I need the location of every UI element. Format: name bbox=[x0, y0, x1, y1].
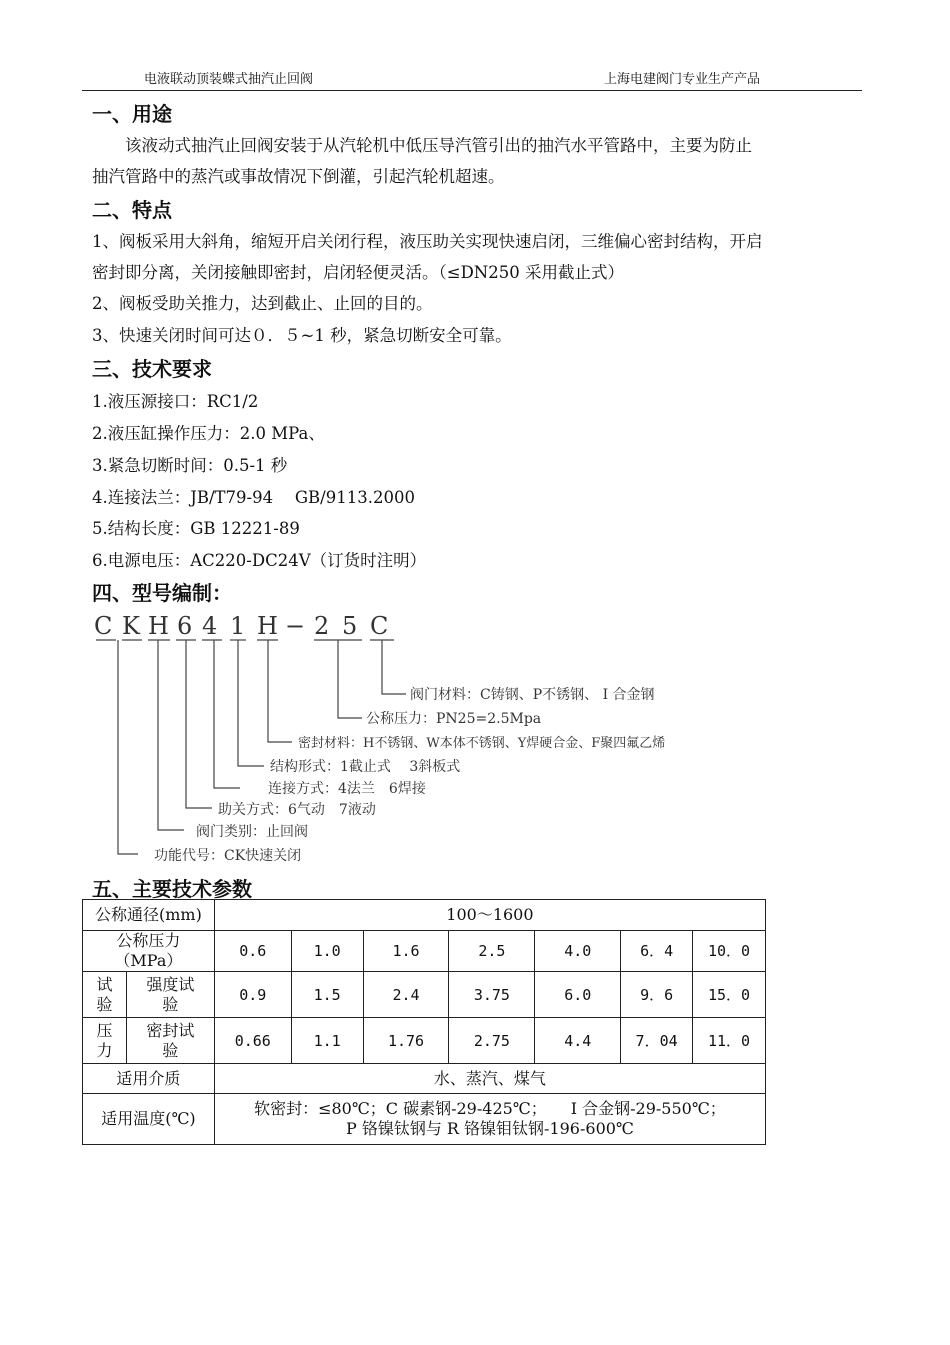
strength-value: 2.4 bbox=[363, 972, 449, 1018]
code-label-connection: 连接方式：4法兰 6焊接 bbox=[268, 781, 426, 797]
code-label-type: 阀门类别：止回阀 bbox=[196, 824, 308, 840]
medium-value: 水、蒸汽、煤气 bbox=[214, 1064, 765, 1094]
dn-value: 100～1600 bbox=[214, 900, 765, 931]
pn-value: 1.6 bbox=[363, 931, 449, 972]
usage-line-2: 抽汽管路中的蒸汽或事故情况下倒灌，引起汽轮机超速。 bbox=[92, 167, 505, 186]
requirement-line-2: 2.液压缸操作压力：2.0 MPa、 bbox=[92, 424, 325, 443]
pn-value: 2.5 bbox=[449, 931, 535, 972]
seal-test-label: 密封试 验 bbox=[126, 1018, 214, 1064]
pn-value: 0.6 bbox=[214, 931, 291, 972]
code-char-c: C bbox=[94, 612, 114, 640]
seal-value: 1.76 bbox=[363, 1018, 449, 1064]
pn-value: 1.0 bbox=[291, 931, 363, 972]
code-label-material: 阀门材料：C铸钢、P不锈钢、 I 合金钢 bbox=[410, 687, 655, 703]
requirement-line-5: 5.结构长度：GB 12221-89 bbox=[92, 519, 300, 538]
test-pressure-label-bottom: 压 力 bbox=[83, 1018, 127, 1064]
requirement-line-4: 4.连接法兰：JB/T79-94 GB/9113.2000 bbox=[92, 488, 415, 507]
strength-value: 9．6 bbox=[621, 972, 693, 1018]
seal-value: 7．04 bbox=[621, 1018, 693, 1064]
header-left-title: 电液联动顶装蝶式抽汽止回阀 bbox=[144, 72, 314, 87]
code-char-dash: − bbox=[285, 612, 307, 640]
page-header bbox=[82, 64, 862, 91]
strength-value: 1.5 bbox=[291, 972, 363, 1018]
code-char-k: K bbox=[122, 612, 141, 640]
seal-value: 4.4 bbox=[535, 1018, 621, 1064]
features-line-4: 3、快速关闭时间可达０．５~1 秒，紧急切断安全可靠。 bbox=[92, 326, 512, 345]
model-code-diagram bbox=[92, 608, 792, 870]
code-char-h: H bbox=[148, 612, 170, 640]
test-pressure-label-top: 试 验 bbox=[83, 972, 127, 1018]
features-line-2: 密封即分离，关闭接触即密封，启闭轻便灵活。（≤DN250 采用截止式） bbox=[92, 263, 624, 282]
seal-value: 1.1 bbox=[291, 1018, 363, 1064]
features-line-1: 1、阀板采用大斜角，缩短开启关闭行程，液压助关实现快速启闭，三维偏心密封结构，开启 bbox=[92, 232, 763, 251]
header-right-title: 上海电建阀门专业生产产品 bbox=[604, 72, 761, 87]
code-char-5: 5 bbox=[342, 612, 359, 640]
seal-value: 11．0 bbox=[693, 1018, 766, 1064]
requirement-line-1: 1.液压源接口：RC1/2 bbox=[92, 392, 259, 411]
code-char-2: 2 bbox=[314, 612, 331, 640]
temperature-value: 软密封：≤80℃；C 碳素钢-29-425℃； I 合金钢-29-550℃； P 铬镍钛钢与 R 铬镍钼钛钢-196-600℃ bbox=[214, 1094, 765, 1145]
features-line-3: 2、阀板受助关推力，达到截止、止回的目的。 bbox=[92, 294, 433, 313]
table-row bbox=[83, 1064, 766, 1094]
code-char-4: 4 bbox=[202, 612, 219, 640]
section-title-requirements: 三、技术要求 bbox=[92, 357, 212, 381]
code-char-1: 1 bbox=[230, 612, 247, 640]
code-char-c2: C bbox=[370, 612, 390, 640]
pn-value: 6．4 bbox=[621, 931, 693, 972]
usage-line-1: 该液动式抽汽止回阀安装于从汽轮机中低压导汽管引出的抽汽水平管路中，主要为防止 bbox=[92, 136, 752, 155]
pn-value: 4.0 bbox=[535, 931, 621, 972]
code-label-structure: 结构形式：1截止式 3斜板式 bbox=[270, 759, 461, 775]
code-label-seal: 密封材料：H不锈钢、W本体不锈钢、Y焊硬合金、F聚四氟乙烯 bbox=[298, 736, 666, 751]
strength-value: 15．0 bbox=[693, 972, 766, 1018]
section-title-model-code: 四、型号编制： bbox=[92, 581, 232, 605]
seal-value: 0.66 bbox=[214, 1018, 291, 1064]
pn-label: 公称压力 （MPa） bbox=[83, 931, 215, 972]
section-title-usage: 一、用途 bbox=[92, 102, 172, 126]
requirement-line-3: 3.紧急切断时间：0.5-1 秒 bbox=[92, 456, 288, 475]
seal-value: 2.75 bbox=[449, 1018, 535, 1064]
section-title-features: 二、特点 bbox=[92, 198, 172, 222]
table-row bbox=[83, 972, 766, 1018]
parameters-table bbox=[82, 899, 766, 1145]
dn-label: 公称通径(mm) bbox=[83, 900, 215, 931]
table-row bbox=[83, 931, 766, 972]
medium-label: 适用介质 bbox=[83, 1064, 215, 1094]
code-label-function: 功能代号：CK快速关闭 bbox=[154, 848, 302, 864]
strength-value: 0.9 bbox=[214, 972, 291, 1018]
requirement-line-6: 6.电源电压：AC220-DC24V（订货时注明） bbox=[92, 551, 427, 570]
strength-value: 6.0 bbox=[535, 972, 621, 1018]
strength-test-label: 强度试 验 bbox=[126, 972, 214, 1018]
code-char-6: 6 bbox=[177, 612, 194, 640]
table-row bbox=[83, 1018, 766, 1064]
code-char-h2: H bbox=[257, 612, 279, 640]
table-row bbox=[83, 1094, 766, 1145]
temperature-label: 适用温度(℃) bbox=[83, 1094, 215, 1145]
pn-value: 10．0 bbox=[693, 931, 766, 972]
code-label-pressure: 公称压力：PN25=2.5Mpa bbox=[366, 711, 542, 727]
code-label-assist: 助关方式：6气动 7液动 bbox=[218, 802, 376, 818]
strength-value: 3.75 bbox=[449, 972, 535, 1018]
table-row bbox=[83, 900, 766, 931]
section-title-parameters: 五、主要技术参数 bbox=[92, 877, 252, 901]
